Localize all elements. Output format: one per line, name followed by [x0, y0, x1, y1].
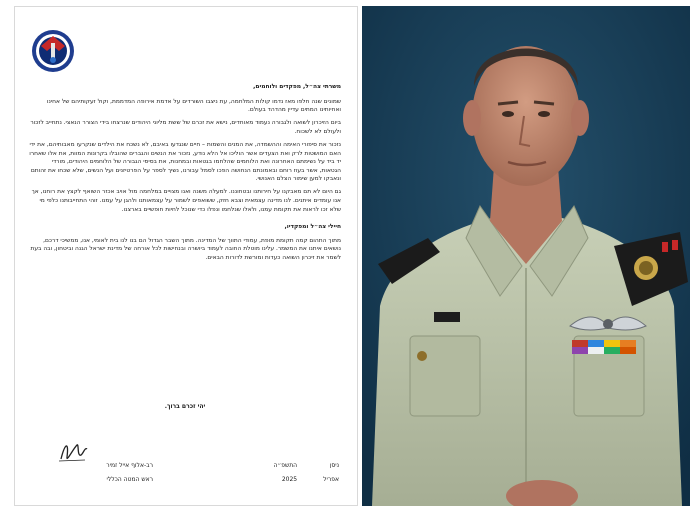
letter-paragraph: גם היום לא תם מאבקנו על חירותנו ובטחוננו. למעלה משנה ואנו מצויים במלחמה מול אויב אכזר השואף לקצץ את רוחנו, אך אנו עומדים איתנים. לנו מדינה עצמאית וצבא חזק, ששואפים לשמור על עצמאותנו ולהגן על עמנו. זוהי התחייבותנו כלפי מי שלא זכו לראות את תקומת עמנו, ולאלו שנלחמו ונפלו כדי שנוכל לחיות חופשיים בארצנו.: [31, 189, 341, 213]
signer-block: [33, 459, 153, 487]
idf-emblem-icon: [31, 29, 75, 73]
date-block: [273, 459, 339, 487]
date-month: אפריל: [323, 476, 339, 483]
signer-name: רב-אלוף אייל זמיר: [106, 462, 153, 469]
signer-title: ראש המטה הכללי: [106, 476, 153, 483]
letter-paragraph: ביום הזיכרון לשואה ולגבורה נעמוד מאוחדים, נישא את זכרם של ששת מליוני היהודים שנרצחו בידי הצורר הנאצי. נתחייב לזכור ולעולם לא לשכוח.: [30, 120, 341, 135]
letter-paragraph: שמונים שנה חלפו מאז נדמו קולות המלחמה, עת ניצבו השורדים על אדמת אירופה המדממת, וקול זעקותיהם של אחינו ואחיותינו המתים עדיין מהדהד בעולם.: [46, 98, 341, 114]
letter-paragraph: מתוך התהום קמה תקומת מופת, עמודי התווך של המדינה. מתוך השבר הגדול הם בנו לנו בית לאומי, אנו, ממשיכי דרכם, נושאים איתנו את המשמר. עלינו מוטלת החובה לעמוד ביושרה ובנחישות לכל אורחה של מדינת ישראל הגנה וביטחון, ובה בעת לשמר את זיכרון השואה כעדות ומורשת לדורות הבאים.: [30, 237, 341, 261]
letter-subheading: חיילי צה״ל ומפקדיו,: [284, 224, 341, 231]
date-year: 2025: [281, 476, 298, 483]
date-hebrew-month: ניסן: [329, 462, 339, 469]
officer-portrait-image: [362, 6, 690, 506]
letter-paragraph: נזכור את סיפורי האימה וההשמדה, את המנים והשמות – חיים שנגדעו באיבם, לא נשכח את הילדים שנקרעו מאבותיהם, את ידי האם המושטות לרק ואת הצעדים אשר הוליכו אל הלא נודע, נזכור את הנשים והגברים שהובלו בקרונות המוות, את אלו שאחרו יד ביד על נשימתם האחרונה ואת הלוחמים שהלחמו בגטאות ובמחנות, את בסיסי הגבורה של הלוחמים היהודים, מורדי הגטאות, אשר בעוז רוחם ובאמונתם הנחושה הפכו לסמל עבורנו, נשיך לספר על הפרטיזנים ועל הנשים, שלא שכחו את זהותם ונאבקו למען שימור הצלם האנושי.: [29, 141, 341, 183]
date-hebrew-year: התשפ״ה: [273, 462, 298, 469]
letter-page: [14, 6, 358, 506]
portrait-photo: [362, 6, 690, 506]
ribbon-bar-icon: [572, 340, 636, 354]
letter-closing: יהי זכרם ברוך.: [164, 403, 206, 410]
letter-body: [29, 83, 341, 267]
letter-greeting: משרתי צה״ל, מפקדים ולוחמים,: [253, 84, 341, 90]
